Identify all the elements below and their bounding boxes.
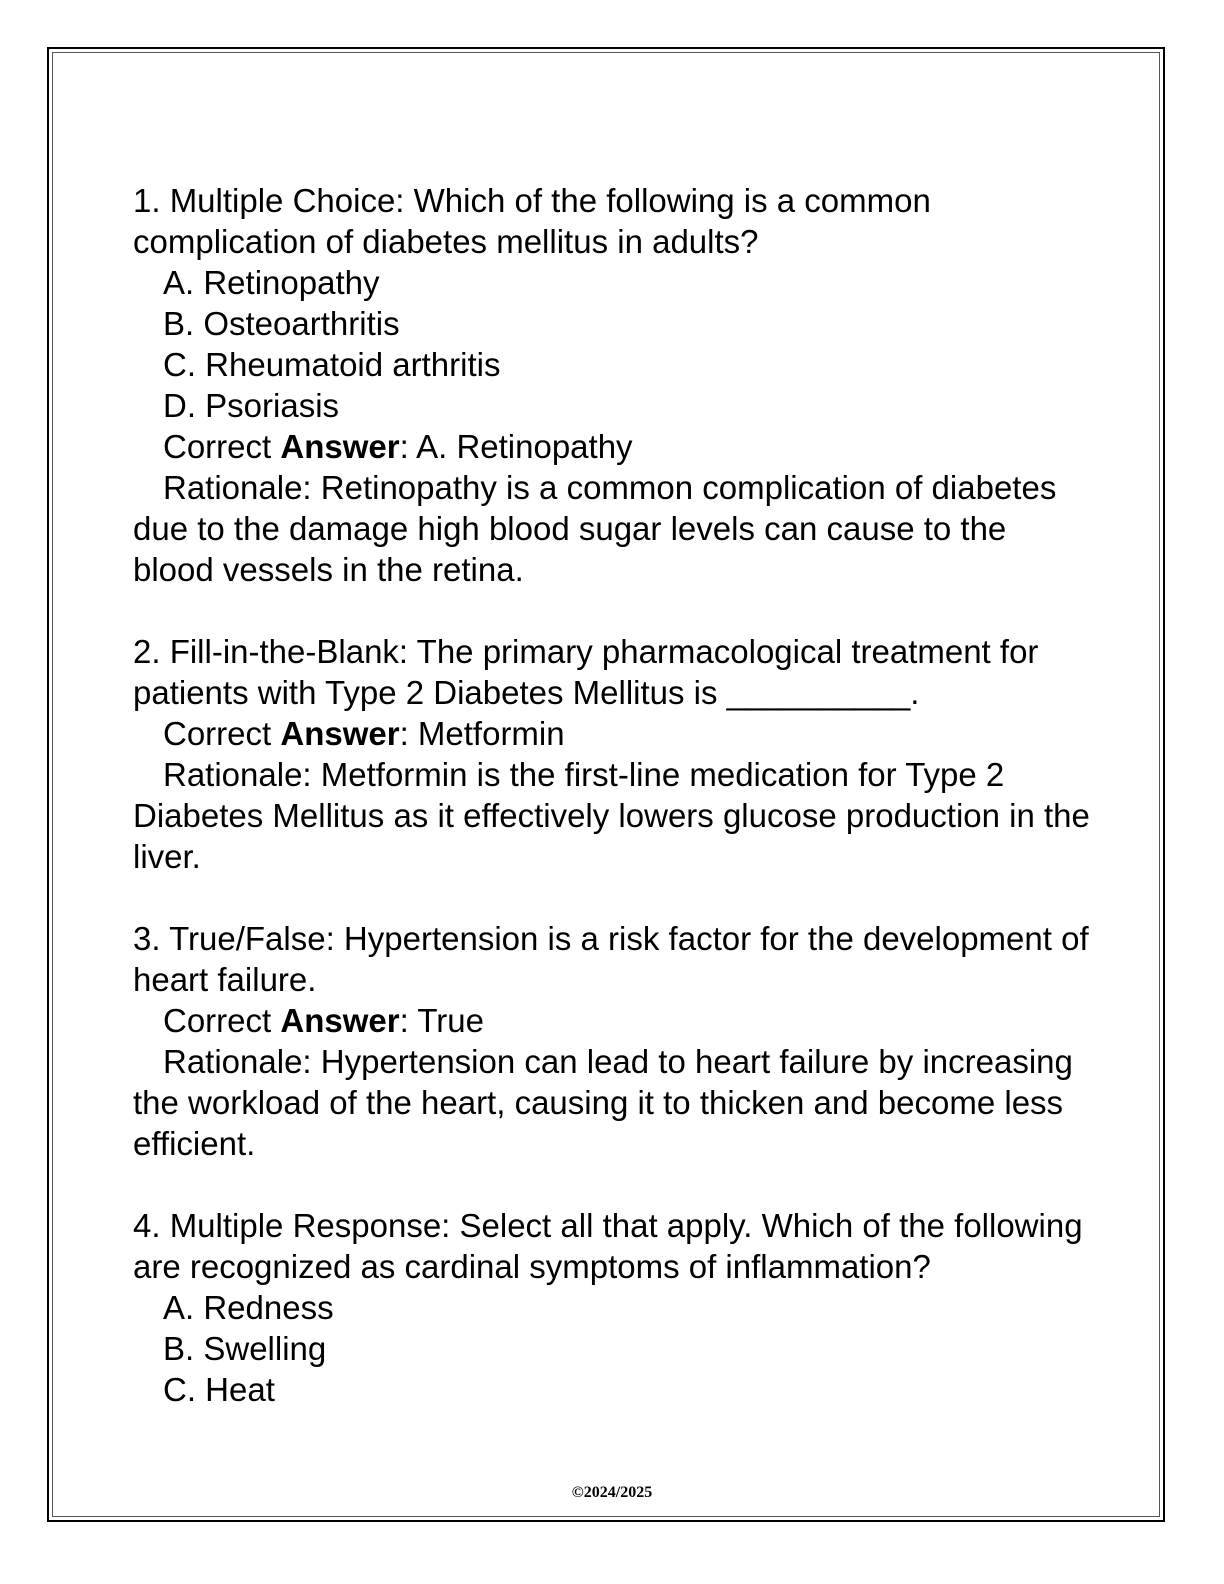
rationale: Rationale: Retinopathy is a common complication of diabetes due to the damage high blood sugar levels can cause to the blood vessels in the retina. [133,469,1057,588]
question-prompt: 3. True/False: Hypertension is a risk factor for the development of heart failure. [133,920,1089,998]
question-1 [133,180,1093,590]
option: B. Swelling [163,1330,327,1367]
correct-answer: Correct Answer: True [163,1002,484,1039]
option: B. Osteoarthritis [163,305,400,342]
question-3 [133,918,1093,1164]
question-prompt: 1. Multiple Choice: Which of the following is a common complication of diabetes mellitus in adults? [133,182,931,260]
option: C. Heat [163,1371,275,1408]
rationale: Rationale: Hypertension can lead to heart failure by increasing the workload of the heart, causing it to thicken and become less efficient. [133,1043,1073,1162]
correct-answer: Correct Answer: A. Retinopathy [163,428,633,465]
question-2 [133,631,1093,877]
option: D. Psoriasis [163,387,340,424]
option: A. Retinopathy [163,264,380,301]
copyright-footer: ©2024/2025 [571,1484,653,1501]
option: C. Rheumatoid arthritis [163,346,501,383]
correct-answer: Correct Answer: Metformin [163,715,565,752]
question-4 [133,1205,1093,1410]
document-body [133,180,1093,1451]
question-prompt: 4. Multiple Response: Select all that apply. Which of the following are recognized as cardinal symptoms of inflammation? [133,1207,1083,1285]
question-prompt: 2. Fill-in-the-Blank: The primary pharmacological treatment for patients with Type 2 Diabetes Mellitus is __________. [133,633,1039,711]
rationale: Rationale: Metformin is the first-line medication for Type 2 Diabetes Mellitus as it effectively lowers glucose production in the liver. [133,756,1090,875]
option: A. Redness [163,1289,334,1326]
